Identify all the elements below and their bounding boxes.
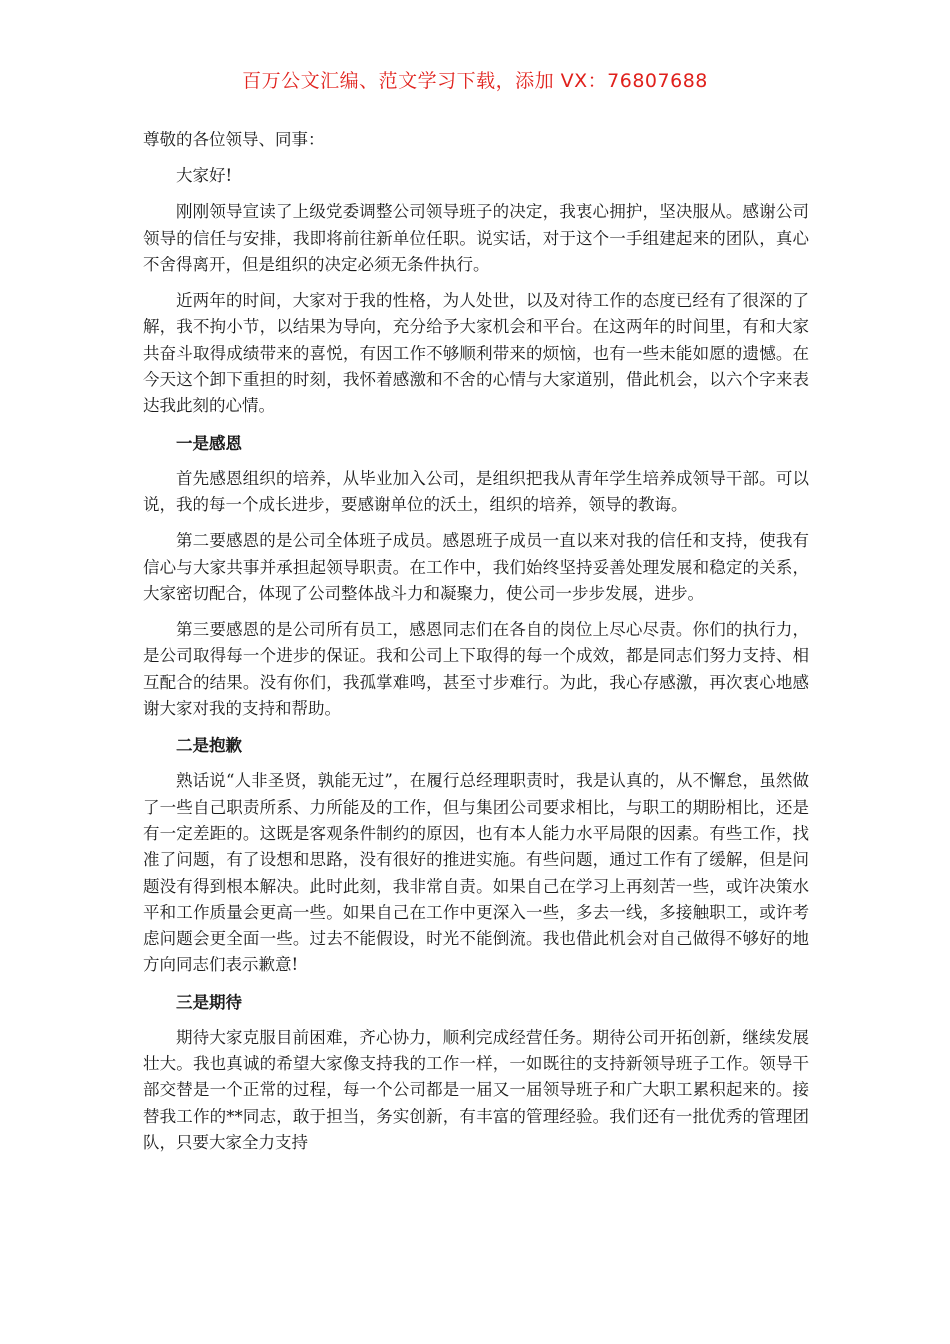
section-heading-apology: 二是抱歉: [176, 736, 242, 756]
salutation: 尊敬的各位领导、同事：: [143, 130, 325, 149]
greeting: 大家好!: [176, 166, 233, 185]
intro-paragraph-2: 近两年的时间，大家对于我的性格，为人处世，以及对待工作的态度已经有了很深的了解，我不拘小节，以结果为导向，充分给予大家机会和平台。在这两年的时间里，有和大家共奋斗取得成绩带来的喜悦，有因工作不够顺利带来的烦恼，也有一些未能如愿的遗憾。在今天这个卸下重担的时刻，我怀着感激和不舍的心情与大家道别，借此机会，以六个字来表达我此刻的心情。: [143, 291, 809, 416]
gratitude-paragraph-3: 第三要感恩的是公司所有员工，感恩同志们在各自的岗位上尽心尽责。你们的执行力，是公司取得每一个进步的保证。我和公司上下取得的每一个成效，都是同志们努力支持、相互配合的结果。没有你们，我孤掌难鸣，甚至寸步难行。为此，我心存感激，再次衷心地感谢大家对我的支持和帮助。: [143, 620, 809, 719]
apology-paragraph-1: 熟话说“人非圣贤，孰能无过”，在履行总经理职责时，我是认真的，从不懈怠，虽然做了一些自己职责所系、力所能及的工作，但与集团公司要求相比，与职工的期盼相比，还是有一定差距的。这既是客观条件制约的原因，也有本人能力水平局限的因素。有些工作，找准了问题，有了设想和思路，没有很好的推进实施。有些问题，通过工作有了缓解，但是问题没有得到根本解决。此时此刻，我非常自责。如果自己在学习上再刻苦一些，或许决策水平和工作质量会更高一些。如果自己在工作中更深入一些，多去一线，多接触职工，或许考虑问题会更全面一些。过去不能假设，时光不能倒流。我也借此机会对自己做得不够好的地方向同志们表示歉意!: [143, 771, 809, 975]
expectation-paragraph-1: 期待大家克服目前困难，齐心协力，顺利完成经营任务。期待公司开拓创新，继续发展壮大。我也真诚的希望大家像支持我的工作一样，一如既往的支持新领导班子工作。领导干部交替是一个正常的过程，每一个公司都是一届又一届领导班子和广大职工累积起来的。接替我工作的**同志，敢于担当，务实创新，有丰富的管理经验。我们还有一批优秀的管理团队，只要大家全力支持: [143, 1027, 809, 1152]
section-heading-expectation: 三是期待: [176, 992, 242, 1012]
document-body: [143, 126, 809, 1166]
gratitude-paragraph-2: 第二要感恩的是公司全体班子成员。感恩班子成员一直以来对我的信任和支持，使我有信心与大家共事并承担起领导职责。在工作中，我们始终坚持妥善处理发展和稳定的关系，大家密切配合，体现了公司整体战斗力和凝聚力，使公司一步步发展，进步。: [143, 531, 809, 603]
gratitude-paragraph-1: 首先感恩组织的培养，从毕业加入公司，是组织把我从青年学生培养成领导干部。可以说，我的每一个成长进步，要感谢单位的沃土，组织的培养，领导的教诲。: [143, 468, 809, 514]
section-heading-gratitude: 一是感恩: [176, 433, 242, 453]
header-banner: 百万公文汇编、范文学习下载，添加 VX：76807688: [242, 70, 708, 92]
intro-paragraph-1: 刚刚领导宣读了上级党委调整公司领导班子的决定，我衷心拥护，坚决服从。感谢公司领导的信任与安排，我即将前往新单位任职。说实话，对于这个一手组建起来的团队，真心不舍得离开，但是组织的决定必须无条件执行。: [143, 202, 809, 274]
